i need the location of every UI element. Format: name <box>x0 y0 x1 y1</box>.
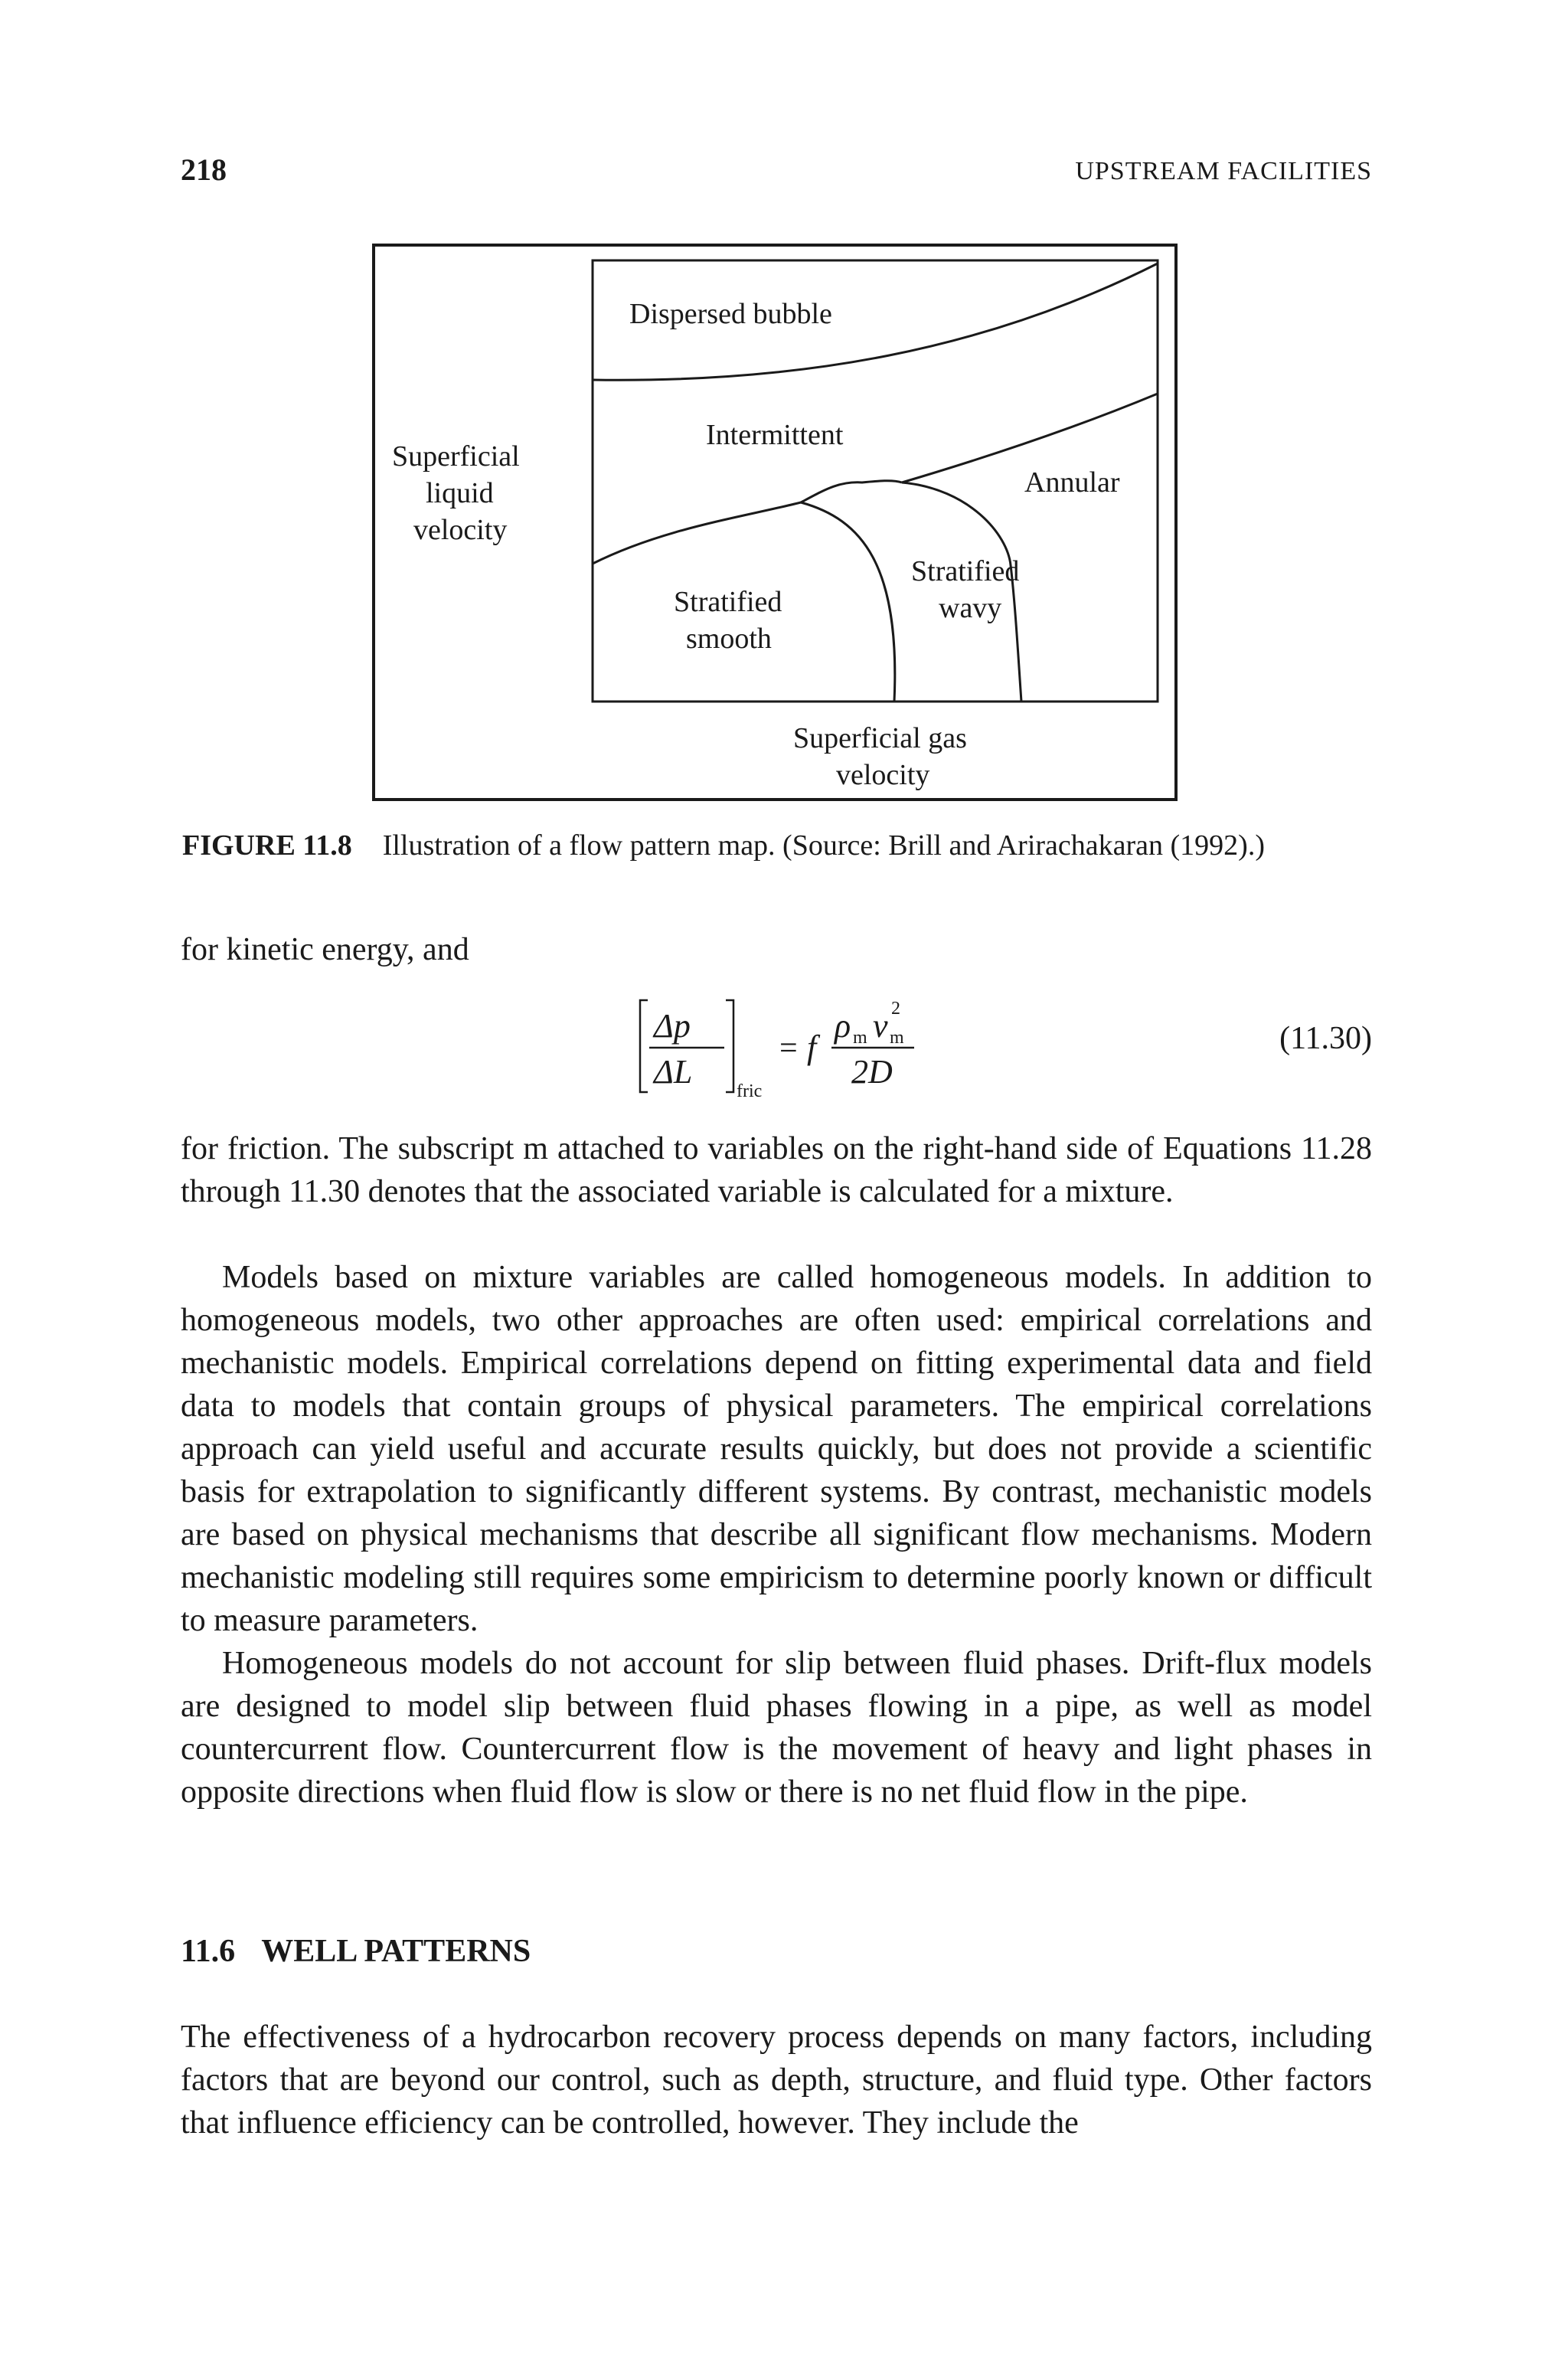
eq-v: v <box>873 1007 888 1045</box>
right-bracket <box>726 1000 733 1092</box>
eq-v-sup: 2 <box>891 999 900 1019</box>
label-annular: Annular <box>1024 466 1120 499</box>
eq-subscript-fric: fric <box>737 1081 763 1100</box>
caption-text: Illustration of a flow pattern map. (Source: Brill and Arirachakaran (1992).) <box>382 829 1265 862</box>
page-number: 218 <box>181 152 227 187</box>
paragraph-models: Models based on mixture variables are called homogeneous models. In addition to homogeneous models, two other approaches are often used: empirical correlations and mechanistic models. Empirical correlations depend on fitting experimental data and field data to models that contain groups of physical parameters. The empirical correlations approach can yield useful and accurate results quickly, but does not provide a scientific basis for extrapolation to significantly different systems. By contrast, mechanistic models are based on physical mechanisms that describe all significant flow mechanisms. Modern mechanistic modeling still requires some empiricism to determine poorly known or difficult to measure parameters. <box>181 1260 1372 1638</box>
paragraph-friction: for friction. The subscript m attached to variables on the right-hand side of Equations 11.28 through 11.30 denotes that the associated variable is calculated for a mixture. <box>181 1131 1372 1209</box>
section-number: 11.6 <box>181 1934 236 1969</box>
intermittent-stratified-boundary <box>593 502 801 564</box>
paragraph-effectiveness: The effectiveness of a hydrocarbon recovery process depends on many factors, including factors that are beyond our control, such as depth, structure, and fluid type. Other factors that influence efficiency can be controlled, however. They include the <box>181 2020 1372 2141</box>
figure-caption <box>182 826 1265 865</box>
label-stratified-smooth-1: Stratified <box>674 586 782 618</box>
eq-equals: = <box>779 1031 798 1066</box>
caption-number: FIGURE 11.8 <box>182 829 352 862</box>
left-bracket <box>640 1000 648 1092</box>
section-heading <box>181 1930 531 1973</box>
eq-denominator-right: 2D <box>851 1053 893 1091</box>
eq-numerator-left: Δp <box>654 1007 691 1045</box>
label-stratified-wavy-2: wavy <box>939 592 1002 624</box>
label-stratified-smooth-2: smooth <box>686 623 772 655</box>
eq-rho: ρ <box>835 1007 851 1045</box>
transition-bump <box>801 481 902 502</box>
paragraph-kinetic: for kinetic energy, and <box>181 932 469 967</box>
label-dispersed-bubble: Dispersed bubble <box>629 298 832 330</box>
smooth-wavy-boundary <box>801 502 895 702</box>
equation-number: (11.30) <box>1279 1021 1372 1056</box>
eq-rho-sub: m <box>853 1028 867 1048</box>
x-axis-label-line1: Superficial gas <box>793 722 967 754</box>
paragraph-homogeneous: Homogeneous models do not account for slip between fluid phases. Drift-flux models are designed to model slip between fluid phases flowing in a pipe, as well as model countercurrent flow. Countercurrent flow is the movement of heavy and light phases in opposite directions when fluid flow is slow or there is no net fluid flow in the pipe. <box>181 1646 1372 1810</box>
eq-denominator-left: ΔL <box>654 1053 693 1091</box>
y-axis-label-line2: liquid <box>426 477 494 509</box>
eq-f: f <box>807 1029 817 1066</box>
running-head: UPSTREAM FACILITIES <box>1075 157 1372 185</box>
equation-11-30 <box>634 993 940 1100</box>
label-stratified-wavy-1: Stratified <box>911 555 1020 587</box>
y-axis-label-line1: Superficial <box>392 440 520 473</box>
y-axis-label-line3: velocity <box>413 514 508 546</box>
section-title: WELL PATTERNS <box>261 1934 531 1969</box>
label-intermittent: Intermittent <box>706 419 844 451</box>
x-axis-label-line2: velocity <box>836 759 930 791</box>
eq-v-sub: m <box>890 1028 904 1048</box>
